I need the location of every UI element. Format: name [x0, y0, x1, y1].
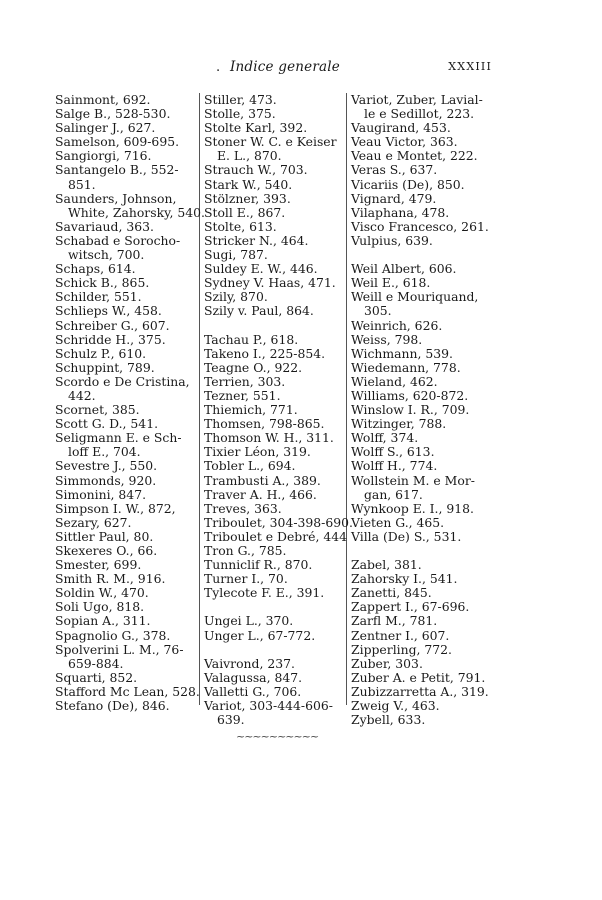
letter-group-gap — [204, 319, 344, 333]
index-entry-text: Valletti G., 706. — [204, 683, 302, 699]
index-entry-text: Schlieps W., 458. — [55, 303, 162, 319]
index-entry-text: Schilder, 551. — [55, 289, 142, 305]
index-entry-text: Williams, 620-872. — [351, 387, 469, 403]
index-entry — [204, 657, 344, 671]
index-entry — [55, 361, 197, 375]
running-header — [200, 58, 492, 78]
index-entry — [351, 403, 491, 417]
index-entry — [204, 290, 344, 304]
index-entry-text: Vilaphana, 478. — [351, 204, 450, 220]
index-entry — [351, 333, 491, 347]
index-entry — [55, 290, 197, 304]
index-entry — [204, 248, 344, 262]
index-entry-text: Weil E., 618. — [351, 275, 431, 291]
index-entry — [351, 474, 491, 502]
index-entry-text: Samelson, 609-695. — [55, 134, 180, 150]
index-entry-text: Wolff, 374. — [351, 430, 419, 446]
index-entry — [351, 685, 491, 699]
index-entry-text: Villa (De) S., 531. — [351, 528, 462, 544]
index-entry-text: Vaugirand, 453. — [351, 120, 451, 136]
index-entry — [55, 671, 197, 685]
index-entry — [55, 375, 197, 403]
index-entry-text: Suldey E. W., 446. — [204, 261, 318, 277]
index-entry — [204, 234, 344, 248]
index-entry-text: Stefano (De), 846. — [55, 698, 170, 714]
index-entry — [351, 713, 491, 727]
header-dot: . — [216, 60, 221, 75]
index-entry — [55, 333, 197, 347]
index-entry-continuation: 442. — [68, 387, 96, 403]
index-entry — [351, 445, 491, 459]
index-entry — [351, 149, 491, 163]
index-entry-text: Sopian A., 311. — [55, 613, 151, 629]
index-entry-text: Zappert I., 67-696. — [351, 599, 470, 615]
index-entry-text: Sugi, 787. — [204, 247, 268, 263]
index-entry-text: Stoner W. C. e Keiser — [204, 134, 337, 150]
index-entry-text: Vulpius, 639. — [351, 232, 433, 248]
index-entry-text: Weinrich, 626. — [351, 317, 443, 333]
index-entry-continuation: E. L., 870. — [217, 148, 282, 164]
index-entry-continuation: White, Zahorsky, 540. — [68, 204, 205, 220]
index-entry-text: Seligmann E. e Sch- — [55, 430, 182, 446]
index-entry-text: Unger L., 67-772. — [204, 627, 316, 643]
index-entry-text: Visco Francesco, 261. — [351, 218, 489, 234]
index-column-3 — [351, 93, 491, 727]
index-entry — [204, 586, 344, 600]
index-entry-text: Szily v. Paul, 864. — [204, 303, 314, 319]
index-entry — [204, 431, 344, 445]
index-entry-continuation: le e Sedillot, 223. — [364, 106, 475, 122]
index-entry — [55, 586, 197, 600]
index-entry — [351, 516, 491, 530]
index-entry — [351, 431, 491, 445]
index-entry — [55, 403, 197, 417]
end-ornament: ~~~~~~~~~~ — [236, 730, 319, 743]
index-entry — [351, 192, 491, 206]
index-entry-text: Stolte Karl, 392. — [204, 120, 308, 136]
index-entry-text: Salge B., 528-530. — [55, 106, 171, 122]
index-entry — [55, 304, 197, 318]
letter-group-gap — [204, 600, 344, 614]
index-entry — [351, 347, 491, 361]
index-entry-text: Zahorsky I., 541. — [351, 571, 458, 587]
index-entry — [351, 163, 491, 177]
index-entry — [204, 514, 353, 530]
index-entry-text: Thomson W. H., 311. — [204, 430, 334, 446]
index-entry-continuation: witsch, 700. — [68, 247, 145, 263]
index-entry-text: Zarfl M., 781. — [351, 613, 438, 629]
index-entry — [204, 572, 344, 586]
index-entry-text: Zubizzarretta A., 319. — [351, 683, 489, 699]
index-entry — [55, 234, 197, 262]
index-entry-text: Sangiorgi, 716. — [55, 148, 152, 164]
index-entry-text: Wynkoop E. I., 918. — [351, 500, 474, 516]
index-entry-text: Stoll E., 867. — [204, 204, 286, 220]
index-entry — [55, 163, 197, 191]
index-entry-text: Zweig V., 463. — [351, 698, 440, 714]
index-entry-text: Schulz P., 610. — [55, 345, 147, 361]
index-entry — [55, 544, 197, 558]
index-entry-text: Zybell, 633. — [351, 712, 426, 728]
index-entry — [55, 699, 197, 713]
index-entry — [55, 516, 197, 530]
index-entry-text: Zabel, 381. — [351, 557, 422, 573]
index-entry-text: Wieland, 462. — [351, 373, 438, 389]
index-entry-text: Schridde H., 375. — [55, 331, 166, 347]
index-entry-text: Strauch W., 703. — [204, 162, 308, 178]
index-entry — [55, 262, 197, 276]
index-entry — [55, 276, 197, 290]
index-entry — [204, 220, 344, 234]
index-entry — [351, 586, 491, 600]
index-entry-text: Trambusti A., 389. — [204, 472, 321, 488]
index-entry — [204, 403, 344, 417]
index-entry-text: Savariaud, 363. — [55, 218, 154, 234]
index-entry-text: Sezary, 627. — [55, 514, 132, 530]
index-entry-text: Soldin W., 470. — [55, 585, 149, 601]
index-entry — [55, 417, 197, 431]
index-entry — [351, 262, 491, 276]
index-entry — [351, 375, 491, 389]
index-entry-text: Soli Ugo, 818. — [55, 599, 145, 615]
index-entry-text: Scott G. D., 541. — [55, 416, 159, 432]
index-entry-text: Smester, 699. — [55, 557, 142, 573]
index-entry-text: Szily, 870. — [204, 289, 268, 305]
index-entry — [55, 431, 197, 459]
index-entry — [204, 333, 344, 347]
index-entry-continuation: loff E., 704. — [68, 444, 141, 460]
index-entry — [204, 558, 344, 572]
index-entry-text: Winslow I. R., 709. — [351, 402, 470, 418]
index-entry-text: Sevestre J., 550. — [55, 458, 158, 474]
index-entry — [55, 149, 197, 163]
index-entry-text: Turner I., 70. — [204, 571, 288, 587]
index-entry — [55, 572, 197, 586]
index-entry-text: Veau e Montet, 222. — [351, 148, 478, 164]
index-entry-text: Wolff S., 613. — [351, 444, 435, 460]
index-entry — [204, 206, 344, 220]
index-entry-text: Tunniclif R., 870. — [204, 557, 313, 573]
index-entry-text: Vignard, 479. — [351, 190, 437, 206]
index-entry — [351, 121, 491, 135]
index-entry — [55, 459, 197, 473]
index-entry-text: Stolle, 375. — [204, 106, 276, 122]
letter-group-gap — [204, 643, 344, 657]
index-entry — [204, 135, 344, 163]
index-entry-text: Traver A. H., 466. — [204, 486, 317, 502]
index-entry — [55, 614, 197, 628]
index-entry — [351, 572, 491, 586]
index-entry-text: Weiss, 798. — [351, 331, 423, 347]
index-entry-text: Salinger J., 627. — [55, 120, 156, 136]
index-entry-text: Tixier Léon, 319. — [204, 444, 311, 460]
index-entry-text: Wolff H., 774. — [351, 458, 438, 474]
index-entry-text: Stölzner, 393. — [204, 190, 291, 206]
index-entry — [351, 361, 491, 375]
letter-group-gap — [351, 544, 491, 558]
index-entry-continuation: 851. — [68, 176, 96, 192]
index-entry — [204, 163, 344, 177]
index-entry — [204, 629, 344, 643]
index-entry-text: Zipperling, 772. — [351, 641, 452, 657]
index-entry — [204, 544, 344, 558]
index-entry-text: Wiedemann, 778. — [351, 359, 461, 375]
index-entry — [351, 276, 491, 290]
index-entry — [204, 699, 344, 727]
index-entry-text: Veau Victor, 363. — [351, 134, 458, 150]
index-entry — [55, 643, 197, 671]
index-entry — [351, 417, 491, 431]
index-entry — [351, 220, 491, 234]
index-entry-continuation: gan, 617. — [364, 486, 423, 502]
index-entry — [55, 121, 197, 135]
index-entry — [351, 530, 491, 544]
index-column-2 — [204, 92, 353, 728]
index-entry-continuation: 639. — [217, 712, 245, 728]
index-entry-text: Variot, 303-444-606- — [204, 698, 333, 714]
index-entry — [55, 474, 197, 488]
index-entry — [55, 220, 197, 234]
index-entry-text: Schaps, 614. — [55, 261, 136, 277]
index-column-1 — [55, 92, 205, 714]
index-entry — [55, 135, 197, 149]
index-entry-text: Simonini, 847. — [55, 486, 147, 502]
index-entry-text: Tezner, 551. — [204, 387, 281, 403]
index-entry-text: Stiller, 473. — [204, 92, 277, 107]
index-entry — [204, 671, 344, 685]
index-entry — [55, 190, 205, 220]
index-entry-text: Schick B., 865. — [55, 275, 150, 291]
index-entry-text: Sittler Paul, 80. — [55, 528, 154, 544]
index-entry-text: Stolte, 613. — [204, 218, 277, 234]
index-entry — [55, 319, 197, 333]
index-entry — [351, 178, 491, 192]
index-entry-text: Veras S., 637. — [351, 162, 438, 178]
index-entry-text: Valagussa, 847. — [204, 669, 303, 685]
index-entry — [55, 530, 197, 544]
index-entry-text: Schabad e Sorocho- — [55, 232, 181, 248]
index-entry — [55, 600, 197, 614]
index-entry — [204, 488, 344, 502]
index-entry-text: Squarti, 852. — [55, 669, 138, 685]
index-entry — [351, 502, 491, 516]
index-entry — [55, 107, 197, 121]
index-entry — [55, 558, 197, 572]
index-entry-text: Zanetti, 845. — [351, 585, 432, 601]
index-entry-text: Schuppint, 789. — [55, 359, 155, 375]
index-entry-text: Witzinger, 788. — [351, 416, 447, 432]
index-entry — [351, 699, 491, 713]
index-entry-text: Thomsen, 798-865. — [204, 416, 325, 432]
index-entry — [204, 347, 344, 361]
index-entry-continuation: 305. — [364, 303, 392, 319]
index-entry-text: Zuber A. e Petit, 791. — [351, 669, 486, 685]
index-entry-text: Santangelo B., 552- — [55, 162, 179, 178]
index-entry-text: Teagne O., 922. — [204, 359, 303, 375]
index-entry-text: Terrien, 303. — [204, 373, 286, 389]
index-entry — [204, 474, 344, 488]
index-entry — [204, 276, 344, 290]
index-entry — [55, 347, 197, 361]
index-entry-text: Sydney V. Haas, 471. — [204, 275, 336, 291]
index-entry-text: Zuber, 303. — [351, 655, 423, 671]
column-divider-left — [199, 93, 200, 705]
index-entry — [55, 488, 197, 502]
index-entry-text: Wichmann, 539. — [351, 345, 453, 361]
index-entry — [351, 135, 491, 149]
index-entry-text: Saunders, Johnson, — [55, 190, 177, 206]
index-entry-text: Triboulet, 304-398-690. — [204, 514, 353, 530]
index-entry-text: Simmonds, 920. — [55, 472, 157, 488]
index-entry-text: Spagnolio G., 378. — [55, 627, 171, 643]
index-entry — [204, 502, 344, 516]
index-entry-text: Vaivrond, 237. — [204, 655, 295, 671]
page-title: Indice generale — [230, 59, 340, 75]
index-entry-text: Schreiber G., 607. — [55, 317, 170, 333]
index-entry-text: Stark W., 540. — [204, 176, 293, 192]
index-entry-text: Skexeres O., 66. — [55, 543, 158, 558]
index-entry — [204, 262, 344, 276]
index-entry-text: Weill e Mouriquand, — [351, 289, 479, 305]
index-entry-text: Simpson I. W., 872, — [55, 500, 176, 516]
index-entry — [204, 121, 344, 135]
index-entry — [351, 206, 491, 220]
index-entry — [55, 629, 197, 643]
index-entry — [351, 290, 491, 318]
index-entry-text: Takeno I., 225-854. — [204, 345, 326, 361]
index-entry — [204, 685, 344, 699]
index-entry — [204, 375, 344, 389]
index-entry-text: Treves, 363. — [204, 500, 282, 516]
index-entry — [55, 502, 197, 516]
index-entry — [351, 459, 491, 473]
index-entry — [351, 93, 491, 121]
index-entry — [351, 614, 491, 628]
page-number: XXXIII — [448, 60, 492, 73]
index-entry — [204, 528, 347, 544]
index-entry — [351, 389, 491, 403]
index-entry — [204, 107, 344, 121]
index-entry-text: Thiemich, 771. — [204, 402, 298, 418]
index-entry — [55, 93, 197, 107]
index-entry-text: Variot, Zuber, Lavial- — [351, 92, 483, 107]
index-entry-text: Tron G., 785. — [204, 543, 287, 558]
index-entry — [351, 319, 491, 333]
index-entry-text: Stafford Mc Lean, 528. — [55, 683, 200, 699]
index-entry — [204, 614, 344, 628]
letter-group-gap — [351, 248, 491, 262]
index-entry-text: Vicariis (De), 850. — [351, 176, 465, 192]
index-entry-text: Vieten G., 465. — [351, 514, 445, 530]
index-entry-text: Triboulet e Debré, 444 — [204, 528, 347, 544]
index-entry-text: Sainmont, 692. — [55, 92, 151, 107]
column-divider-right — [346, 93, 347, 705]
index-entry-text: Scordo e De Cristina, — [55, 373, 190, 389]
index-entry-text: Zentner I., 607. — [351, 627, 450, 643]
index-entry-text: Spolverini L. M., 76- — [55, 641, 184, 657]
index-entry — [351, 643, 491, 657]
index-entry — [351, 234, 491, 248]
index-entry — [204, 93, 344, 107]
index-entry-text: Weil Albert, 606. — [351, 261, 457, 277]
index-entry — [204, 389, 344, 403]
index-entry — [351, 600, 491, 614]
index-entry — [204, 361, 344, 375]
index-entry — [351, 629, 491, 643]
index-entry — [204, 459, 344, 473]
index-entry — [55, 683, 200, 699]
index-entry — [204, 192, 344, 206]
index-entry — [204, 445, 344, 459]
index-entry-text: Tachau P., 618. — [204, 331, 299, 347]
index-entry-text: Tobler L., 694. — [204, 458, 296, 474]
index-entry-text: Wollstein M. e Mor- — [351, 472, 475, 488]
index-entry — [351, 558, 491, 572]
index-entry-text: Ungei L., 370. — [204, 613, 294, 629]
index-entry-text: Smith R. M., 916. — [55, 571, 166, 587]
index-entry-continuation: 659-884. — [68, 655, 124, 671]
index-entry — [351, 671, 491, 685]
index-entry — [204, 178, 344, 192]
index-entry-text: Tylecote F. E., 391. — [204, 585, 325, 601]
index-entry-text: Stricker N., 464. — [204, 232, 309, 248]
index-entry — [351, 657, 491, 671]
index-entry-text: Scornet, 385. — [55, 402, 140, 418]
index-entry — [204, 417, 344, 431]
index-entry — [204, 304, 344, 318]
